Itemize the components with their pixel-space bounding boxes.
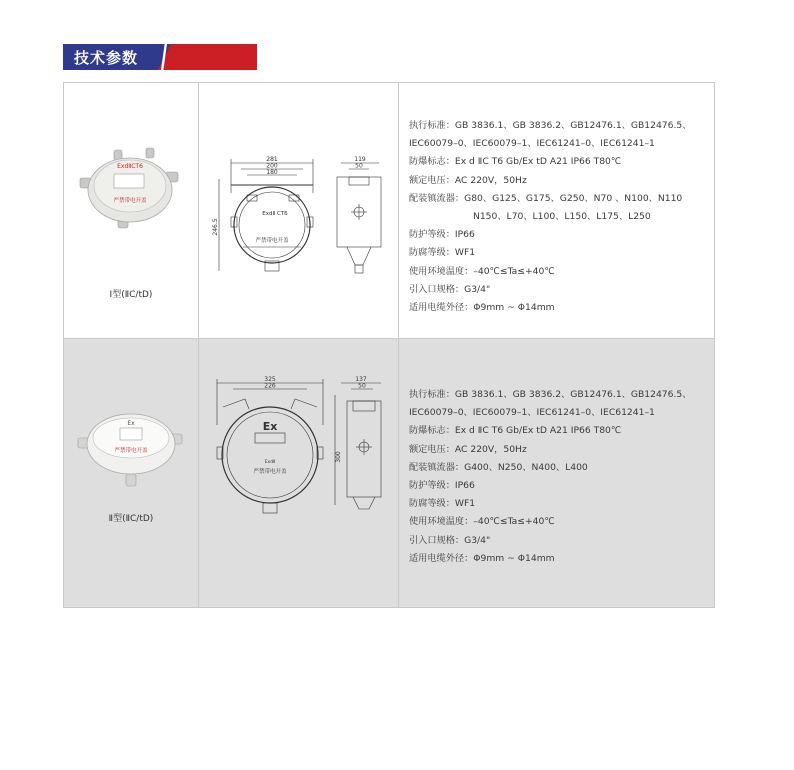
dim-label: 50 (354, 162, 363, 170)
drawing-warning: 严禁带电开盖 (253, 469, 287, 475)
dim-label: 137 (354, 376, 367, 383)
product-row-type-2 (64, 339, 715, 608)
spec-line: 防爆标志：Ex d ⅡC T6 Gb/Ex tD A21 IP66 T80℃ (408, 425, 622, 437)
dim-label: 246.5 (211, 218, 219, 236)
dimension-drawing-type-1 (209, 155, 389, 285)
spec-line: 额定电压：AC 220V，50Hz (408, 443, 527, 455)
product-photo-cell (64, 83, 199, 339)
drawing-warning: 严禁带电开盖 (255, 238, 289, 244)
dim-label: 180 (265, 169, 278, 176)
spec-line: IEC60079–0、IEC60079–1、IEC61241–0、IEC61241–1 (408, 407, 655, 419)
product-row-type-1 (64, 83, 715, 339)
product-photo-type-2 (74, 394, 188, 494)
drawing-mark: Ex (262, 420, 277, 433)
product-drawing-cell (198, 83, 398, 339)
spec-line: 执行标准：GB 3836.1、GB 3836.2、GB12476.1、GB12476.5、 (408, 120, 692, 131)
dim-label: 50 (357, 382, 366, 390)
spec-line: 引入口规格：G3/4" (408, 534, 491, 546)
spec-line: 防腐等级：WF1 (408, 498, 476, 510)
photo-mark-text: Ex (127, 420, 135, 427)
spec-table (63, 82, 715, 608)
drawing-sub-mark: ExdⅡ (264, 460, 275, 465)
dim-label: 300 (334, 451, 342, 463)
dim-label: 226 (263, 382, 276, 390)
dim-label: 281 (265, 156, 278, 163)
product-drawing-cell (198, 339, 398, 608)
product-photo-type-1 (74, 138, 188, 238)
spec-line: 配装镇流器：G400、N250、N400、L400 (408, 461, 588, 473)
dim-label: 119 (353, 156, 366, 163)
photo-warning-text: 严禁带电开盖 (113, 198, 147, 204)
spec-line: 使用环境温度：–40℃≤Ta≤+40℃ (408, 265, 555, 277)
drawing-mark: ExdⅡ CT6 (261, 211, 288, 217)
dim-label: 200 (265, 162, 278, 170)
section-header (63, 44, 257, 70)
spec-line: IEC60079–0、IEC60079–1、IEC61241–0、IEC61241–1 (408, 138, 655, 150)
product-caption: Ⅱ型(ⅡC/tD) (108, 514, 154, 524)
product-caption: Ⅰ型(ⅡC/tD) (109, 290, 153, 300)
spec-line: 配装镇流器：G80、G125、G175、G250、N70 、N100、N110 (408, 192, 683, 204)
spec-line: 适用电缆外径：Φ9mm ~ Φ14mm (408, 302, 555, 314)
spec-line: 适用电缆外径：Φ9mm ~ Φ14mm (408, 552, 555, 564)
spec-line: 防护等级：IP66 (408, 480, 475, 492)
spec-line: N150、L70、L100、L150、L175、L250 (472, 211, 651, 223)
dim-label: 325 (263, 376, 276, 383)
spec-line: 使用环境温度：–40℃≤Ta≤+40℃ (408, 516, 555, 528)
spec-line: 防爆标志：Ex d ⅡC T6 Gb/Ex tD A21 IP66 T80℃ (408, 156, 622, 168)
product-photo-cell (64, 339, 199, 608)
spec-line: 额定电压：AC 220V，50Hz (408, 174, 527, 186)
dimension-drawing-type-2 (209, 375, 389, 525)
product-specs-cell (398, 83, 714, 339)
spec-line: 引入口规格：G3/4" (408, 283, 491, 295)
spec-list (409, 117, 710, 317)
photo-warning-text: 严禁带电开盖 (114, 448, 148, 454)
spec-list (409, 386, 710, 568)
spec-line: 防腐等级：WF1 (408, 247, 476, 259)
product-specs-cell (398, 339, 714, 608)
spec-line: 防护等级：IP66 (408, 229, 475, 241)
photo-mark-text: ExdⅡCT6 (117, 163, 143, 170)
spec-line: 执行标准：GB 3836.1、GB 3836.2、GB12476.1、GB12476.5、 (408, 389, 692, 400)
section-title: 技术参数 (74, 49, 139, 67)
